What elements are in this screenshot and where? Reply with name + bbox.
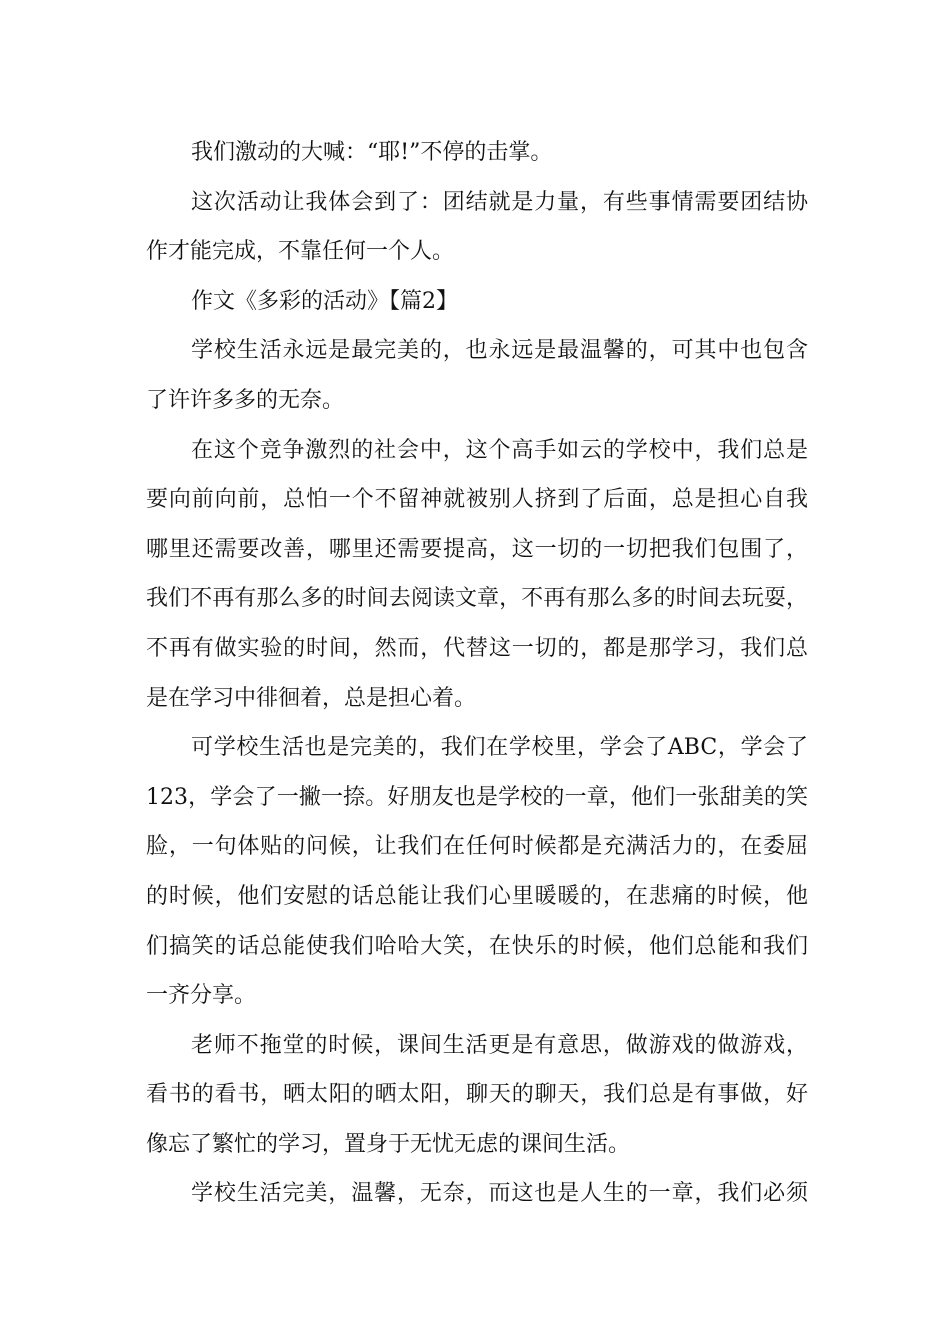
text-line: 不再有做实验的时间，然而，代替这一切的，都是那学习，我们总 [146, 635, 808, 661]
article-body [146, 128, 808, 1219]
text-line: 们搞笑的话总能使我们哈哈大笑，在快乐的时候，他们总能和我们 [146, 933, 808, 959]
text-line: 老师不拖堂的时候，课间生活更是有意思，做游戏的做游戏， [191, 1032, 808, 1058]
section-heading: 作文《多彩的活动》【篇2】 [191, 288, 458, 314]
text-line: 我们激动的大喊：“耶!”不停的击掌。 [191, 140, 553, 165]
text-line: 在这个竞争激烈的社会中，这个高手如云的学校中，我们总是 [191, 437, 808, 463]
text-line: 脸，一句体贴的问候，让我们在任何时候都是充满活力的，在委屈 [146, 834, 808, 860]
text-line: 这次活动让我体会到了：团结就是力量，有些事情需要团结协 [191, 189, 808, 215]
text-line: 是在学习中徘徊着，总是担心着。 [146, 685, 477, 711]
text-line: 像忘了繁忙的学习，置身于无忧无虑的课间生活。 [146, 1131, 631, 1157]
text-line: 可学校生活也是完美的，我们在学校里，学会了ABC，学会了 [191, 735, 808, 761]
text-line: 一齐分享。 [146, 983, 257, 1009]
text-line: 作才能完成，不靠任何一个人。 [146, 239, 455, 265]
text-line: 哪里还需要改善，哪里还需要提高，这一切的一切把我们包围了， [146, 536, 808, 562]
text-line: 123，学会了一撇一捺。好朋友也是学校的一章，他们一张甜美的笑 [146, 784, 808, 810]
text-line: 学校生活永远是最完美的，也永远是最温馨的，可其中也包含 [191, 338, 808, 364]
text-line: 我们不再有那么多的时间去阅读文章，不再有那么多的时间去玩耍， [146, 586, 808, 612]
text-line: 了许许多多的无奈。 [146, 387, 345, 413]
text-line: 要向前向前，总怕一个不留神就被别人挤到了后面，总是担心自我 [146, 487, 808, 513]
text-line: 看书的看书，晒太阳的晒太阳，聊天的聊天，我们总是有事做，好 [146, 1082, 808, 1108]
text-line: 学校生活完美，温馨，无奈，而这也是人生的一章，我们必须 [191, 1181, 808, 1207]
text-line: 的时候，他们安慰的话总能让我们心里暖暖的，在悲痛的时候，他 [146, 883, 808, 909]
